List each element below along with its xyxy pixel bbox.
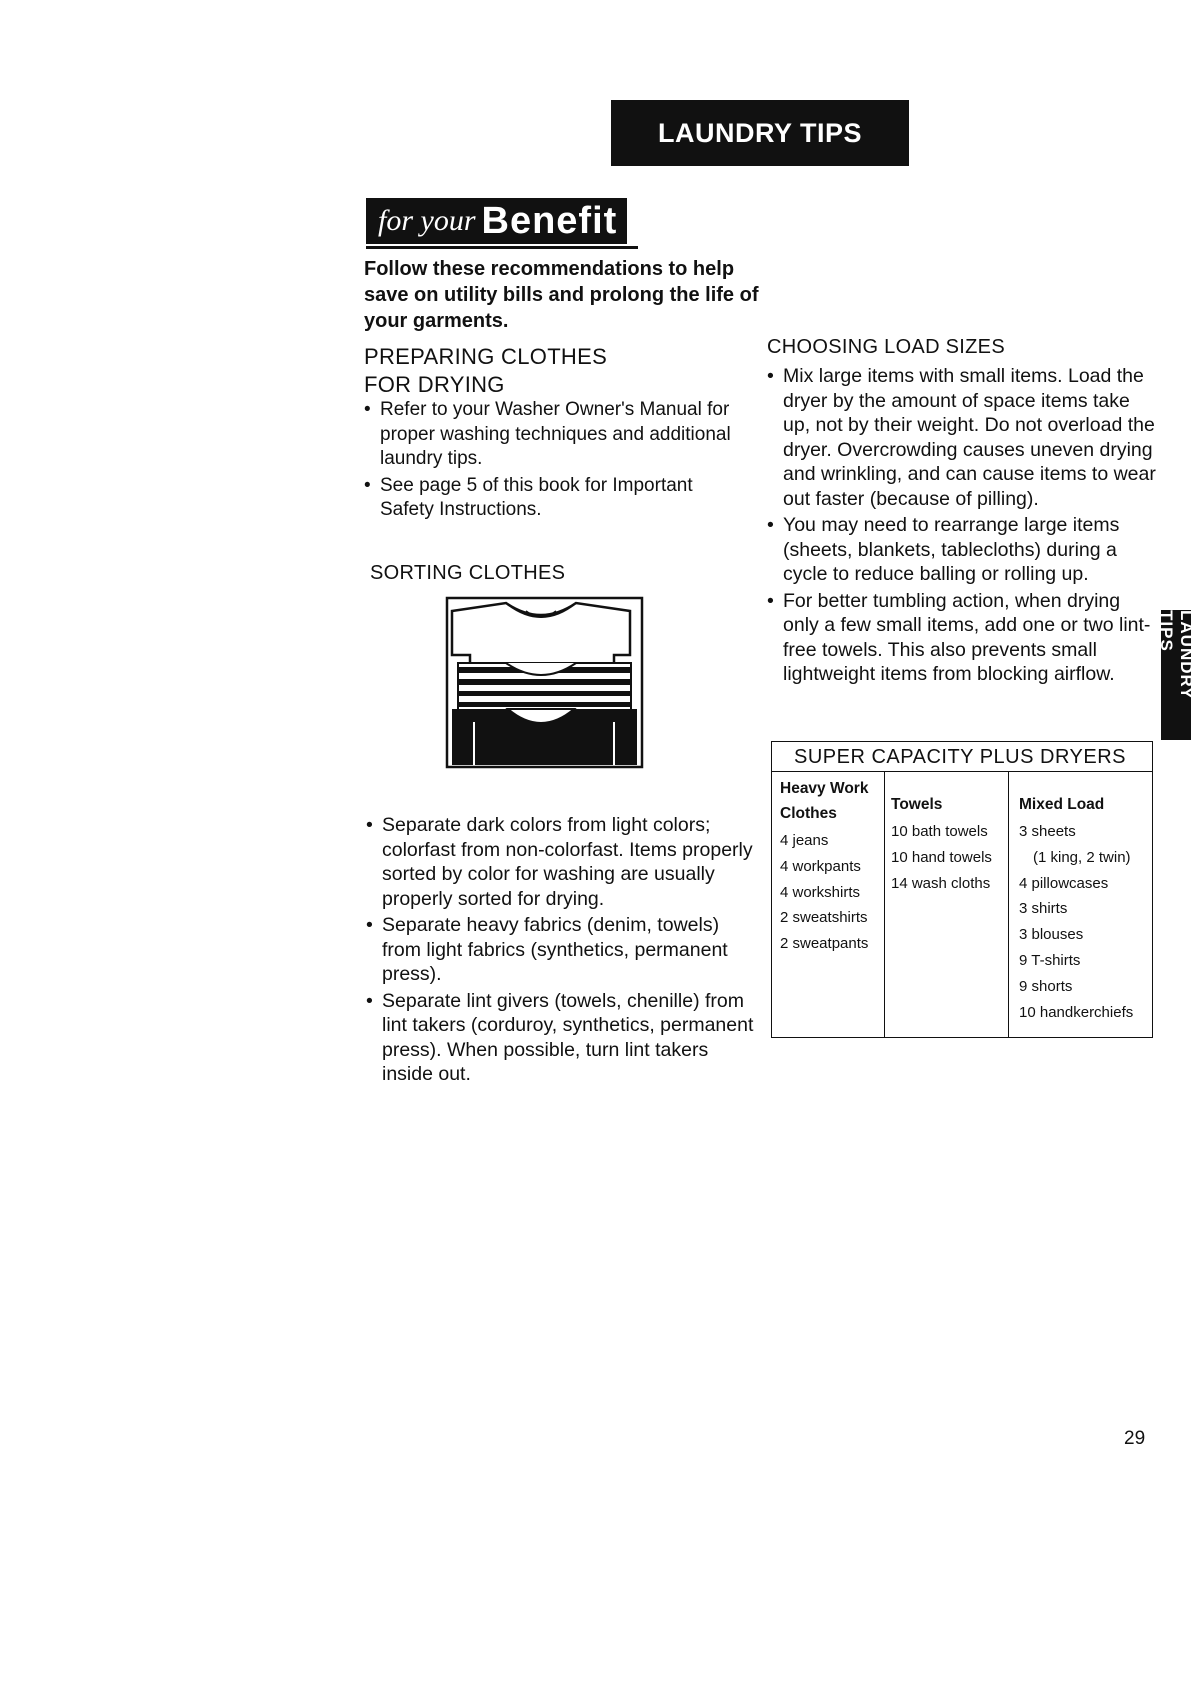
logo-underline <box>366 246 638 249</box>
list-item: • Separate dark colors from light colors; colorfast from non-colorfast. Items properly sorted by color for washing are usually properly sorted for drying. <box>366 813 756 911</box>
list-item: • Separate lint givers (towels, chenille) from lint takers (corduroy, synthetics, permanent press). When possible, turn lint takers inside out. <box>366 989 756 1087</box>
heavy-header-line2: Clothes <box>780 805 837 822</box>
towels-header: Towels <box>891 796 943 813</box>
capacity-title: SUPER CAPACITY PLUS DRYERS <box>772 742 1152 772</box>
capacity-table <box>771 741 1153 1038</box>
preparing-heading <box>364 343 724 399</box>
table-cell: 10 bath towels <box>891 823 988 840</box>
table-cell: 4 pillowcases <box>1019 874 1109 892</box>
list-item: • For better tumbling action, when drying only a few small items, add one or two lint-free towels. This also prevents small lightweight items from blocking airflow. <box>767 589 1157 687</box>
mixed-header: Mixed Load <box>1019 796 1105 813</box>
list-item: • You may need to rearrange large items (sheets, blankets, tablecloths) during a cycle to reduce balling or rolling up. <box>767 513 1157 587</box>
table-cell: 3 shirts <box>1019 900 1068 918</box>
load-sizes-heading: CHOOSING LOAD SIZES <box>767 336 1005 358</box>
side-tab-label: LAUNDRY TIPS <box>1157 610 1196 700</box>
sorted-shirts-illustration <box>446 597 643 768</box>
table-cell: 10 handkerchiefs <box>1019 1003 1134 1021</box>
heavy-work-column <box>780 778 880 1037</box>
for-your-benefit-logo <box>366 198 627 246</box>
table-cell: 3 sheets <box>1019 823 1076 840</box>
list-item: • Refer to your Washer Owner's Manual for proper washing techniques and additional laundry tips. <box>364 398 742 472</box>
table-cell: 9 shorts <box>1019 977 1073 995</box>
mixed-load-column <box>1008 772 1157 1037</box>
preparing-list <box>364 398 742 525</box>
table-cell: 10 hand towels <box>891 848 992 866</box>
list-item: • Separate heavy fabrics (denim, towels) from light fabrics (synthetics, permanent press). <box>366 913 756 987</box>
preparing-heading-line2: FOR DRYING <box>364 372 505 397</box>
logo-for-your: for your <box>378 204 476 237</box>
intro-text: Follow these recommendations to help save on utility bills and prolong the life of your garments. <box>364 258 759 332</box>
page-number: 29 <box>1124 1428 1146 1449</box>
preparing-heading-line1: PREPARING CLOTHES <box>364 344 608 369</box>
table-cell: 14 wash cloths <box>891 874 991 892</box>
sorting-heading: SORTING CLOTHES <box>370 562 566 584</box>
sorting-list <box>366 813 756 1089</box>
section-header: LAUNDRY TIPS <box>611 100 909 166</box>
table-cell: 4 workshirts <box>780 883 861 901</box>
table-cell: (1 king, 2 twin) <box>1033 848 1131 866</box>
side-section-tab <box>1157 610 1196 740</box>
table-cell: 3 blouses <box>1019 926 1084 944</box>
list-item: • Mix large items with small items. Load the dryer by the amount of space items take up, not by their weight. Do not overload the dryer. Overcrowding causes uneven drying and wrinkling, and can cause items to wear out faster (because of pilling). <box>767 364 1157 511</box>
logo-benefit: Benefit <box>481 199 618 242</box>
table-cell: 4 jeans <box>780 832 829 849</box>
table-cell: 4 workpants <box>780 857 861 875</box>
list-item: • See page 5 of this book for Important Safety Instructions. <box>364 474 742 523</box>
heavy-header-line1: Heavy Work <box>780 780 869 797</box>
table-cell: 2 sweatshirts <box>780 909 868 927</box>
table-cell: 9 T-shirts <box>1019 951 1081 969</box>
towels-column <box>884 772 1004 1037</box>
load-sizes-list <box>767 364 1157 689</box>
table-cell: 2 sweatpants <box>780 935 869 953</box>
